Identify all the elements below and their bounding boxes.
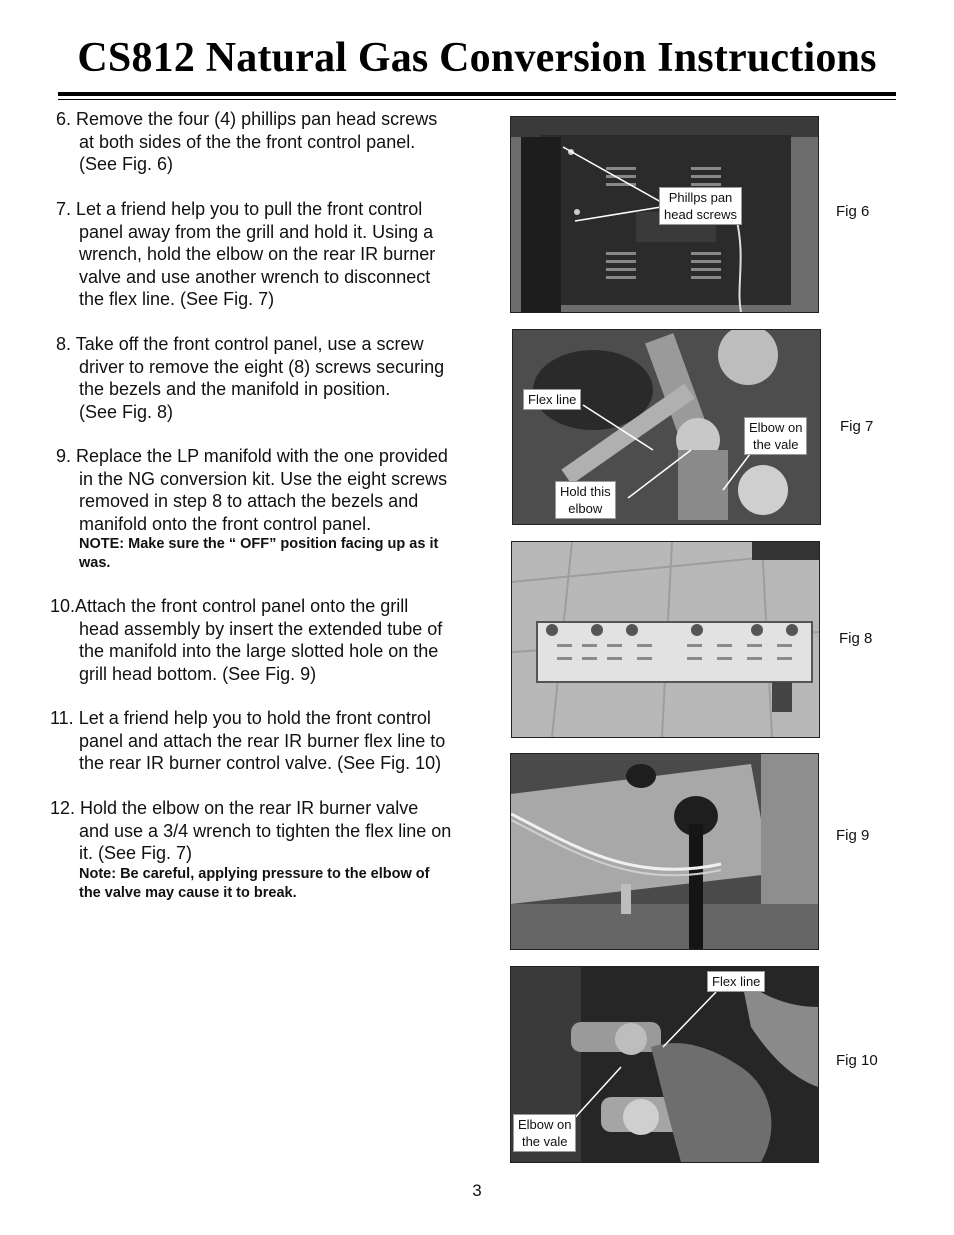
step-line: it. (See Fig. 7)	[79, 843, 193, 863]
step-line: (See Fig. 8)	[79, 401, 174, 422]
step-line: the manifold into the large slotted hole on the	[79, 641, 439, 661]
callout-line: Elbow on	[749, 420, 803, 435]
callout-line: Phillps pan	[668, 190, 733, 205]
step-line: removed in step 8 to attach the bezels and	[79, 491, 419, 511]
step-note: Note: Be careful, applying pressure to the elbow of	[79, 865, 430, 882]
step-9	[56, 445, 496, 573]
fig9-label: Fig 9	[836, 827, 870, 844]
step-11	[50, 707, 490, 775]
step-line: in the NG conversion kit. Use the eight screws	[79, 468, 448, 489]
step-line: driver to remove the eight (8) screws securing	[79, 356, 445, 377]
step-line: (See Fig. 6)	[79, 154, 174, 174]
callout-line: elbow	[568, 501, 603, 516]
fig9-photo	[510, 753, 819, 950]
fig6-callout-screws	[659, 187, 742, 225]
callout-line: head screws	[664, 207, 737, 222]
step-6	[56, 108, 496, 176]
step-line: the bezels and the manifold in position.	[79, 379, 391, 399]
title-rule-thin	[58, 99, 896, 100]
step-line: 10.Attach the front control panel onto the grill	[50, 596, 409, 616]
step-8	[56, 333, 496, 423]
step-line: 8. Take off the front control panel, use a screw	[56, 334, 424, 354]
step-note: was.	[79, 555, 111, 571]
step-line: 11. Let a friend help you to hold the front control	[50, 708, 431, 728]
step-line: the rear IR burner control valve. (See Fig. 10)	[79, 753, 442, 773]
step-line: 12. Hold the elbow on the rear IR burner valve	[50, 798, 419, 818]
step-line: 6. Remove the four (4) phillips pan head screws	[56, 109, 438, 129]
page-number: 3	[472, 1181, 482, 1200]
callout-line: the vale	[521, 1134, 568, 1149]
step-7	[56, 198, 496, 311]
step-note: NOTE: Make sure the “ OFF” position facing up as it	[79, 536, 439, 552]
fig7-callout-hold-elbow	[555, 481, 616, 519]
fig7-label: Fig 7	[840, 418, 874, 435]
step-line: the flex line. (See Fig. 7)	[79, 289, 275, 309]
step-line: wrench, hold the elbow on the rear IR burner	[79, 244, 436, 264]
fig7-callout-flex-line: Flex line	[523, 389, 581, 410]
fig6-label: Fig 6	[836, 203, 870, 220]
step-line: and use a 3/4 wrench to tighten the flex line on	[79, 820, 452, 841]
fig8-photo	[511, 541, 820, 738]
fig8-label: Fig 8	[839, 630, 873, 647]
fig7-callout-elbow	[744, 417, 807, 455]
step-line: manifold onto the front control panel.	[79, 513, 372, 534]
title-rule-thick	[58, 92, 896, 96]
callout-line: Hold this	[560, 484, 611, 499]
fig10-callout-elbow	[513, 1114, 576, 1152]
step-line: panel away from the grill and hold it. Using a	[79, 221, 434, 242]
step-line: 7. Let a friend help you to pull the front control	[56, 199, 423, 219]
fig10-callout-flex-line: Flex line	[707, 971, 765, 992]
callout-line: the vale	[752, 437, 799, 452]
step-note: the valve may cause it to break.	[79, 884, 297, 901]
page-title: CS812 Natural Gas Conversion Instructions	[77, 35, 877, 81]
fig10-label: Fig 10	[836, 1052, 878, 1069]
step-line: grill head bottom. (See Fig. 9)	[79, 663, 317, 684]
callout-line: Elbow on	[518, 1117, 572, 1132]
step-line: head assembly by insert the extended tube of	[79, 618, 443, 639]
step-line: 9. Replace the LP manifold with the one provided	[56, 446, 448, 466]
step-12	[50, 797, 490, 903]
step-line: panel and attach the rear IR burner flex line to	[79, 730, 446, 751]
step-line: valve and use another wrench to disconnect	[79, 266, 431, 287]
step-10	[50, 595, 490, 685]
step-line: at both sides of the the front control panel.	[79, 131, 416, 152]
